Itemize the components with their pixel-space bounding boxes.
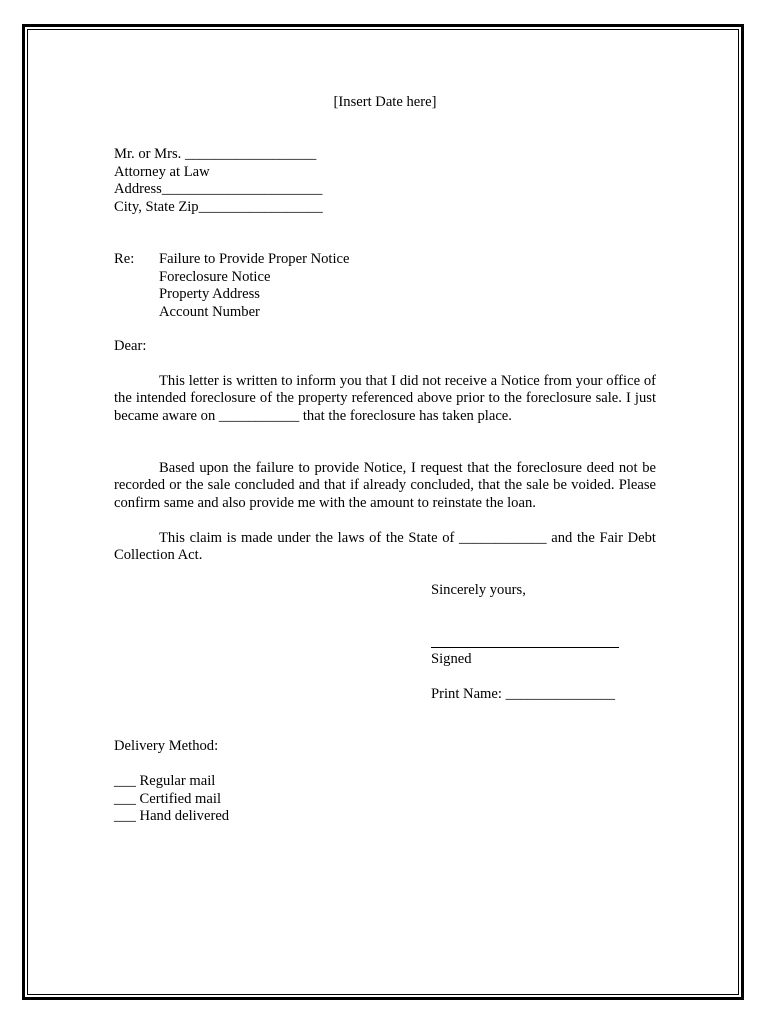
body-paragraph-3: This claim is made under the laws of the State of ____________ and the Fair Debt Collection Act. — [114, 530, 656, 564]
signed-label: Signed — [431, 651, 472, 667]
re-item: Failure to Provide Proper Notice — [159, 251, 350, 267]
recipient-address-line: Address______________________ — [114, 181, 323, 197]
salutation: Dear: — [114, 338, 147, 354]
re-item: Account Number — [159, 303, 260, 320]
recipient-title-line: Attorney at Law — [114, 163, 210, 180]
signature-line — [431, 647, 619, 648]
recipient-city-line: City, State Zip_________________ — [114, 198, 323, 215]
body-paragraph-1: This letter is written to inform you that I did not receive a Notice from your office of the intended foreclosure of the property referenced above prior to the foreclosure sale. I just became aware on ___________ that the foreclosure has taken place. — [114, 373, 656, 424]
re-item: Foreclosure Notice — [159, 268, 271, 285]
date-line: [Insert Date here] — [333, 94, 437, 110]
delivery-option: ___ Certified mail — [114, 790, 221, 807]
recipient-name-line: Mr. or Mrs. __________________ — [114, 146, 317, 162]
closing-sincerely: Sincerely yours, — [431, 582, 526, 598]
re-item: Property Address — [159, 286, 260, 302]
body-paragraph-2: Based upon the failure to provide Notice, I request that the foreclosure deed not be recorded or the sale concluded and that if already concluded, that the sale be voided. Please confirm same and also provide me with the amount to reinstate the loan. — [114, 460, 656, 511]
re-label: Re: — [114, 251, 135, 267]
delivery-option: ___ Regular mail — [114, 773, 216, 789]
delivery-method-label: Delivery Method: — [114, 738, 219, 754]
print-name-line: Print Name: _______________ — [431, 686, 616, 702]
delivery-option: ___ Hand delivered — [114, 808, 230, 824]
